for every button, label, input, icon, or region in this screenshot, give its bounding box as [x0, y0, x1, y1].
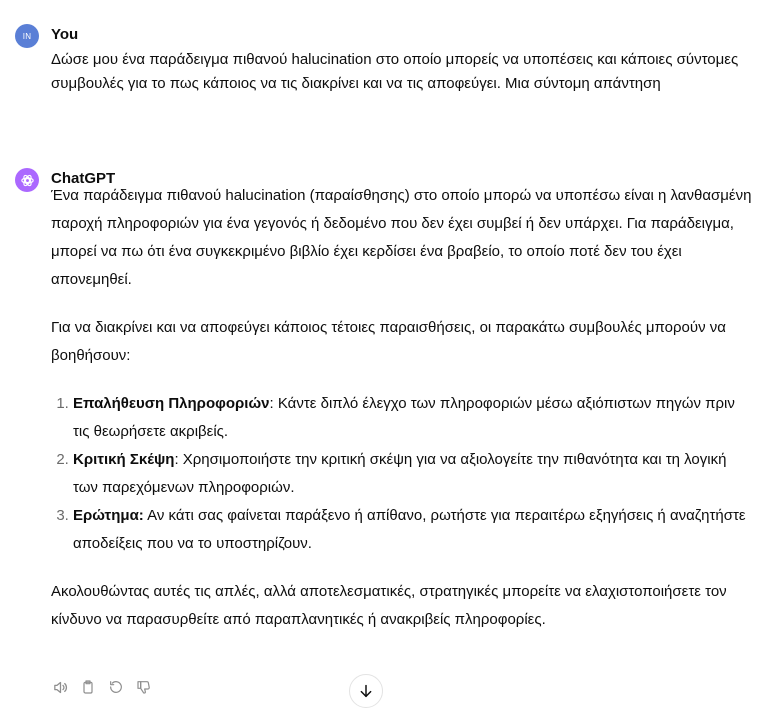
list-item [73, 502, 755, 558]
tip-title: Ερώτημα: [73, 507, 144, 524]
chatgpt-avatar [15, 168, 39, 192]
tip-title: Κριτική Σκέψη [73, 451, 175, 468]
list-item [73, 390, 755, 446]
regenerate-button[interactable] [107, 678, 125, 696]
user-author-name: You [51, 26, 79, 43]
copy-icon [80, 679, 96, 695]
list-item [73, 446, 755, 502]
assistant-message-body [51, 182, 755, 634]
speaker-icon [52, 679, 69, 696]
user-message [15, 24, 755, 124]
tip-text: : Κάντε διπλό έλεγχο των πληροφοριών μέσω αξιόπιστων πηγών πριν τις θεωρήσετε ακριβείς. [73, 395, 735, 440]
arrow-down-icon [358, 683, 374, 699]
user-avatar-initials: IN [22, 31, 32, 41]
copy-button[interactable] [79, 678, 97, 696]
message-actions-toolbar [51, 678, 153, 696]
assistant-message [15, 168, 755, 668]
thumbs-down-icon [136, 679, 152, 695]
thumbs-down-button[interactable] [135, 678, 153, 696]
tip-text: Αν κάτι σας φαίνεται παράξενο ή απίθανο, ρωτήστε για περαιτέρω εξηγήσεις ή αναζητήστε αποδείξεις που να το υποστηρίζουν. [73, 507, 746, 552]
assistant-conclusion-paragraph: Ακολουθώντας αυτές τις απλές, αλλά αποτελεσματικές, στρατηγικές μπορείτε να ελαχιστοποιήσετε τον κίνδυνο να παρασυρθείτε από παραπλανητικές ή ανακριβείς πληροφορίες. [51, 583, 727, 628]
openai-logo-icon [20, 173, 35, 188]
user-avatar [15, 24, 39, 48]
assistant-author-name: ChatGPT [51, 170, 116, 187]
tip-title: Επαλήθευση Πληροφοριών [73, 395, 270, 412]
assistant-intro-paragraph: Ένα παράδειγμα πιθανού halucination (παραίσθησης) στο οποίο μπορώ να υποπέσω είναι η λανθασμένη παροχή πληροφοριών για ένα γεγονός ή δεδομένο που δεν έχει συμβεί ή δεν υπάρχει. Για παράδειγμα, μπορεί να πω ότι ένα συγκεκριμένο βιβλίο έχει κερδίσει ένα βραβείο, το οποίο ποτέ δεν του έχει απονεμηθεί. [51, 187, 752, 288]
assistant-tips-intro: Για να διακρίνει και να αποφεύγει κάποιος τέτοιες παραισθήσεις, οι παρακάτω συμβουλές μπορούν να βοηθήσουν: [51, 319, 726, 364]
regenerate-icon [108, 679, 124, 695]
user-message-text: Δώσε μου ένα παράδειγμα πιθανού halucination στο οποίο μπορείς να υποπέσεις και κάποιες σύντομες συμβουλές για το πως κάποιος να τις διακρίνει και να τις αποφεύγει. Μια σύντομη απάντηση [51, 51, 739, 92]
read-aloud-button[interactable] [51, 678, 69, 696]
tip-text: : Χρησιμοποιήστε την κριτική σκέψη για να αξιολογείτε την πιθανότητα και τη λογική των παρεχόμενων πληροφοριών. [73, 451, 727, 496]
scroll-to-bottom-button[interactable] [349, 674, 383, 708]
tips-list [51, 390, 755, 558]
